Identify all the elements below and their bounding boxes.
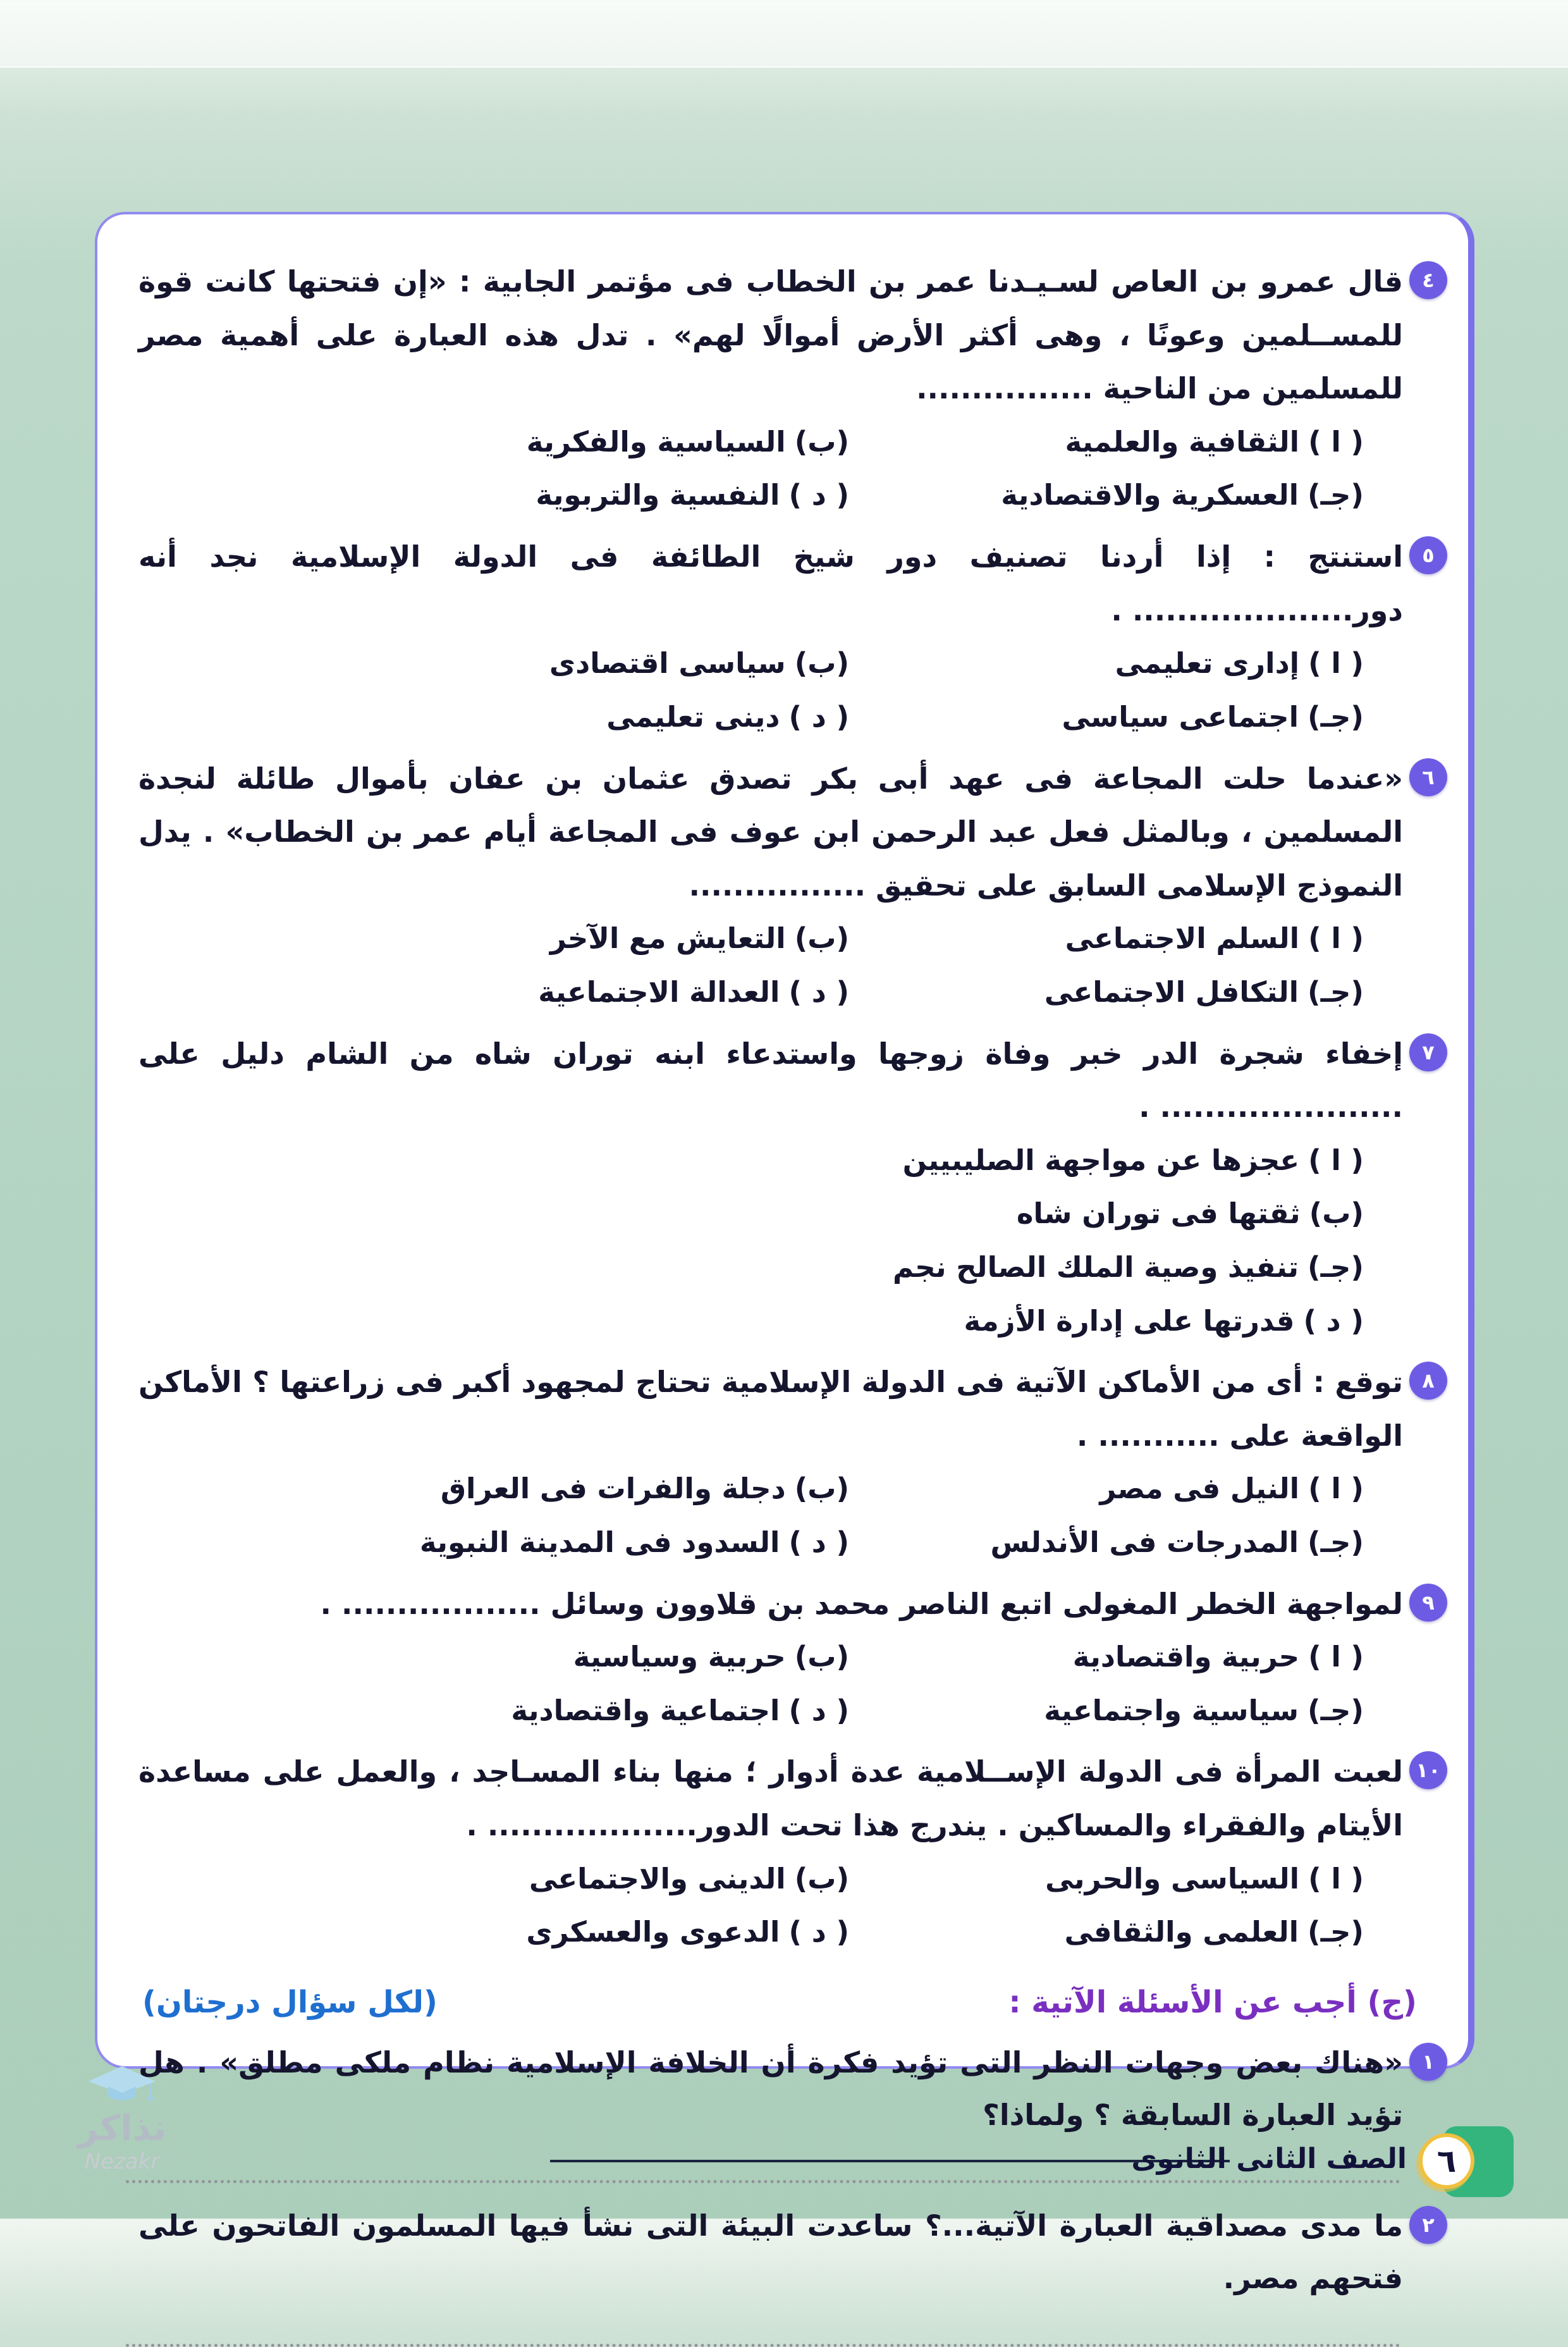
option-label: (جـ) <box>1308 975 1364 1009</box>
option-text: الدعوى والعسكرى <box>526 1915 780 1949</box>
answer-line <box>126 2317 1400 2347</box>
option-text: النفسية والتربوية <box>536 478 780 512</box>
option-label: ( ا ) <box>1308 1143 1364 1177</box>
option-label: (جـ) <box>1308 1525 1364 1560</box>
option-label: ( ا ) <box>1308 921 1364 956</box>
option-a <box>138 1134 1364 1188</box>
question-number-badge: ٨ <box>1409 1362 1447 1400</box>
option-d <box>138 469 849 522</box>
option-label: (جـ) <box>1308 1693 1364 1727</box>
option-text: العلمى والثقافى <box>1064 1915 1299 1949</box>
option-label: ( د ) <box>788 975 850 1009</box>
section-c-header <box>142 1985 1417 2020</box>
option-text: اجتماعى سياسى <box>1062 699 1299 734</box>
option-text: ثقتها فى توران شاه <box>1016 1197 1301 1231</box>
option-d <box>138 1295 1364 1348</box>
option-a <box>849 1630 1364 1684</box>
option-b <box>138 1630 849 1684</box>
option-text: السدود فى المدينة النبوية <box>419 1525 780 1560</box>
option-label: (ب) <box>794 1472 850 1506</box>
option-label: (ب) <box>794 646 850 681</box>
option-text: حربية وسياسية <box>573 1640 786 1674</box>
essay-question-text: ما مدى مصداقية العبارة الآتية...؟ ساعدت البيئة التى نشأ فيها المسلمون الفاتحون على فتحهم مصر. <box>138 2208 1403 2296</box>
option-d <box>138 1684 849 1738</box>
option-c <box>849 966 1364 1019</box>
option-text: حربية واقتصادية <box>1072 1640 1300 1674</box>
option-c <box>849 469 1364 522</box>
question-text: إخفاء شجرة الدر خبر وفاة زوجها واستدعاء ابنه توران شاه من الشام دليل على ...................... . <box>138 1036 1403 1124</box>
page-number: ٦ <box>1436 2143 1457 2179</box>
option-text: التكافل الاجتماعى <box>1044 975 1299 1009</box>
question-block <box>138 1577 1435 1738</box>
option-text: سياسية واجتماعية <box>1044 1693 1299 1727</box>
question-number-badge: ٦ <box>1409 758 1447 796</box>
option-label: (جـ) <box>1308 699 1364 734</box>
option-label: ( ا ) <box>1308 1640 1364 1674</box>
grade-label: الصف الثانى الثانوى <box>1131 2143 1407 2175</box>
option-label: (ب) <box>794 1861 850 1895</box>
question-number-badge: ١٠ <box>1409 1751 1447 1789</box>
options-grid <box>138 1852 1403 1959</box>
options-grid <box>138 912 1403 1019</box>
options-grid <box>138 1630 1403 1737</box>
option-c <box>849 1684 1364 1738</box>
option-text: السلم الاجتماعى <box>1065 921 1300 956</box>
option-a <box>849 637 1364 691</box>
option-b <box>138 1852 849 1906</box>
option-label: (ب) <box>794 1640 850 1674</box>
option-text: دينى تعليمى <box>606 699 780 734</box>
option-c <box>849 1906 1364 1959</box>
option-a <box>849 416 1364 469</box>
option-d <box>138 691 849 744</box>
option-text: عجزها عن مواجهة الصليبيين <box>902 1143 1300 1177</box>
option-text: الدينى والاجتماعى <box>529 1861 786 1895</box>
option-text: النيل فى مصر <box>1099 1472 1300 1506</box>
essay-number-badge: ٢ <box>1409 2206 1447 2244</box>
essay-question-text: «هناك بعض وجهات النظر التى تؤيد فكرة أن الخلافة الإسلامية نظام ملكى مطلق» . هل تؤيد العبارة السابقة ؟ ولماذا؟ <box>138 2045 1403 2132</box>
graduation-cap-icon <box>87 2066 157 2107</box>
question-number-badge: ٥ <box>1409 536 1447 574</box>
question-text: قال عمرو بن العاص لسـيـدنا عمر بن الخطاب فى مؤتمر الجابية : «إن فتحتها كانت قوة للمســلمين وعونًا ، وهى أكثر الأرض أموالًا لهم» . تدل هذه العبارة على أهمية مصر للمسلمين من الناحية ................ <box>138 264 1403 406</box>
option-label: (جـ) <box>1308 1250 1364 1284</box>
option-label: (جـ) <box>1308 478 1364 512</box>
option-text: دجلة والفرات فى العراق <box>440 1472 786 1506</box>
question-number-badge: ٩ <box>1409 1584 1447 1622</box>
options-grid <box>138 637 1403 744</box>
question-block <box>138 255 1435 522</box>
option-label: ( د ) <box>788 478 850 512</box>
option-text: قدرتها على إدارة الأزمة <box>964 1303 1295 1338</box>
option-text: العدالة الاجتماعية <box>538 975 780 1009</box>
option-d <box>138 1516 849 1570</box>
option-label: ( ا ) <box>1308 646 1364 681</box>
nezakr-logo <box>49 2066 195 2174</box>
option-c <box>849 1516 1364 1570</box>
question-block <box>138 530 1435 744</box>
option-text: الثقافية والعلمية <box>1065 424 1300 459</box>
question-text: لمواجهة الخطر المغولى اتبع الناصر محمد بن قلاوون وسائل .................. . <box>320 1586 1403 1621</box>
section-c-marks-note: (لكل سؤال درجتان) <box>142 1984 438 2020</box>
option-text: المدرجات فى الأندلس <box>990 1525 1299 1560</box>
option-a <box>849 1852 1364 1906</box>
option-label: (جـ) <box>1308 1915 1364 1949</box>
question-number-badge: ٧ <box>1409 1033 1447 1071</box>
option-b <box>138 1462 849 1516</box>
option-text: سياسى اقتصادى <box>549 646 786 681</box>
option-text: السياسية والفكرية <box>526 424 786 459</box>
question-block <box>138 1745 1441 1959</box>
footer-rule <box>550 2160 1230 2162</box>
essay-number-badge: ١ <box>1409 2043 1447 2081</box>
option-text: السياسى والحربى <box>1045 1861 1300 1895</box>
question-text: «عندما حلت المجاعة فى عهد أبى بكر تصدق عثمان بن عفان بأموال طائلة لنجدة المسلمين ، وبالمثل فعل عبد الرحمن ابن عوف فى المجاعة أيام عمر بن الخطاب» . يدل النموذج الإسلامى السابق على تحقيق ................ <box>138 761 1403 902</box>
option-b <box>138 637 849 691</box>
options-grid <box>138 416 1403 522</box>
options-list <box>138 1134 1403 1348</box>
question-number-badge: ٤ <box>1409 261 1447 299</box>
option-text: إدارى تعليمى <box>1115 646 1300 681</box>
page-number-circle <box>1419 2133 1474 2189</box>
option-b <box>138 416 849 469</box>
option-text: اجتماعية واقتصادية <box>511 1693 780 1727</box>
option-label: ( ا ) <box>1308 1861 1364 1895</box>
option-b <box>138 912 849 966</box>
option-label: (ب) <box>1309 1197 1364 1231</box>
question-block <box>138 1027 1435 1348</box>
question-text: توقع : أى من الأماكن الآتية فى الدولة الإسلامية تحتاج لمجهود أكبر فى زراعتها ؟ الأماكن الواقعة على ........... . <box>138 1365 1403 1453</box>
option-text: التعايش مع الآخر <box>549 921 786 956</box>
option-label: ( د ) <box>788 1693 850 1727</box>
logo-arabic-text: نذاكر <box>78 2108 166 2149</box>
question-text: لعبت المرأة فى الدولة الإســلامية عدة أدوار ؛ منها بناء المسـاجد ، والعمل على مساعدة الأيتام والفقراء والمساكين . يندرج هذا تحت الدور................... . <box>138 1754 1403 1843</box>
option-c <box>138 1241 1364 1295</box>
option-a <box>849 912 1364 966</box>
option-d <box>138 1906 849 1959</box>
option-label: ( د ) <box>788 1915 850 1949</box>
option-text: العسكرية والاقتصادية <box>1001 478 1299 512</box>
option-c <box>849 691 1364 744</box>
option-label: ( د ) <box>788 699 850 734</box>
option-a <box>849 1462 1364 1516</box>
option-text: تنفيذ وصية الملك الصالح نجم <box>892 1250 1299 1284</box>
question-block <box>138 1355 1435 1569</box>
option-label: ( ا ) <box>1308 1472 1364 1506</box>
essay-question <box>138 2200 1435 2347</box>
option-b <box>138 1187 1364 1241</box>
option-label: ( ا ) <box>1308 424 1364 459</box>
option-label: ( د ) <box>1303 1303 1364 1338</box>
option-label: ( د ) <box>788 1525 850 1560</box>
page-top-strip <box>0 0 1568 68</box>
option-label: (ب) <box>794 424 850 459</box>
question-text: استنتج : إذا أردنا تصنيف دور شيخ الطائفة فى الدولة الإسلامية نجد أنه دور.................... . <box>138 539 1403 627</box>
question-block <box>138 752 1435 1019</box>
option-label: (ب) <box>794 921 850 956</box>
option-d <box>138 966 849 1019</box>
logo-latin-text: Nezakr <box>84 2149 160 2174</box>
options-grid <box>138 1462 1403 1569</box>
section-c-title: (ج) أجب عن الأسئلة الآتية : <box>1008 1984 1417 2020</box>
